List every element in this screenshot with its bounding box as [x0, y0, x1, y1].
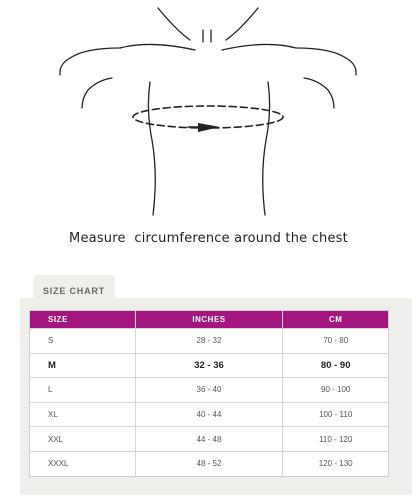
inches-cell: 40 - 44	[135, 402, 283, 427]
left-armpit-line	[82, 78, 112, 108]
cm-cell: 100 - 110	[283, 402, 389, 427]
header-size: SIZE	[30, 311, 136, 329]
cm-cell: 120 - 130	[283, 451, 389, 476]
table-header-row	[30, 311, 389, 329]
table-row	[30, 402, 389, 427]
size-chart-tab[interactable]: SIZE CHART	[33, 275, 115, 305]
cm-cell: 80 - 90	[283, 353, 389, 378]
left-torso-side	[148, 82, 155, 215]
right-collarbone	[222, 44, 296, 50]
neck-notch	[203, 30, 211, 42]
table-row	[30, 353, 389, 378]
left-shoulder	[60, 48, 120, 75]
header-inches: INCHES	[135, 311, 283, 329]
inches-cell: 44 - 48	[135, 427, 283, 452]
measurement-caption: Measure circumference around the chest	[69, 231, 348, 246]
size-chart-table	[29, 310, 389, 477]
table-row	[30, 329, 389, 354]
cm-cell: 110 - 120	[283, 427, 389, 452]
cm-cell: 90 - 100	[283, 378, 389, 403]
size-cell: L	[30, 378, 136, 403]
inches-cell: 28 - 32	[135, 329, 283, 354]
header-cm: CM	[283, 311, 389, 329]
left-neck-line	[158, 8, 190, 40]
size-cell: XL	[30, 402, 136, 427]
right-neck-line	[226, 8, 258, 40]
arrow-icon	[198, 123, 220, 132]
torso-illustration	[0, 0, 417, 225]
inches-cell: 32 - 36	[135, 353, 283, 378]
table-row	[30, 427, 389, 452]
table-row	[30, 378, 389, 403]
left-collarbone	[120, 44, 195, 50]
size-cell: M	[30, 353, 136, 378]
size-cell: XXXL	[30, 451, 136, 476]
chest-measurement-loop	[133, 106, 283, 128]
table-row	[30, 451, 389, 476]
right-shoulder	[296, 48, 356, 75]
cm-cell: 70 - 80	[283, 329, 389, 354]
inches-cell: 36 - 40	[135, 378, 283, 403]
size-cell: XXL	[30, 427, 136, 452]
right-torso-side	[263, 82, 270, 215]
size-cell: S	[30, 329, 136, 354]
inches-cell: 48 - 52	[135, 451, 283, 476]
right-armpit-line	[304, 78, 334, 108]
